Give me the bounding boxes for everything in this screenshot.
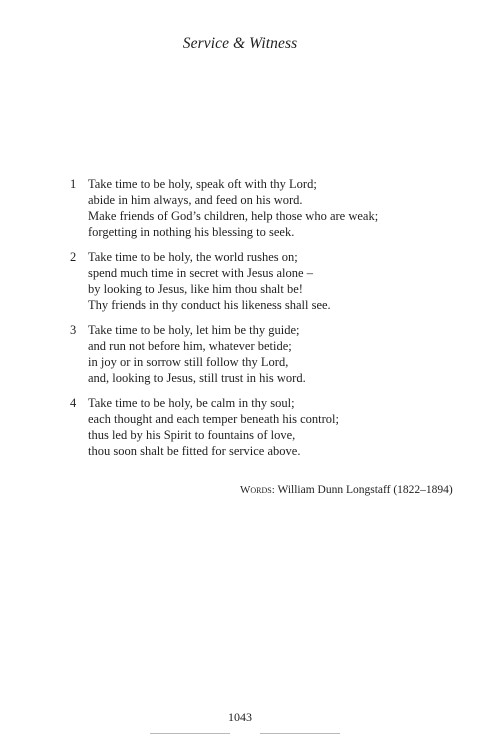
verse-4	[70, 395, 390, 459]
verse-number: 4	[70, 396, 77, 410]
hymn-verses	[70, 176, 390, 468]
attribution-author: William Dunn Longstaff (1822–1894)	[277, 484, 453, 496]
verse-line: thus led by his Spirit to fountains of love,	[88, 428, 296, 442]
verse-line: and run not before him, whatever betide;	[88, 339, 292, 353]
verse-number: 3	[70, 323, 77, 337]
page-number: 1043	[228, 710, 252, 724]
footer-rule-right	[260, 733, 340, 734]
verse-line: each thought and each temper beneath his control;	[88, 412, 339, 426]
footer-rule-left	[150, 733, 230, 734]
verse-line: abide in him always, and feed on his word.	[88, 193, 303, 207]
words-attribution	[240, 484, 453, 496]
verse-line: Make friends of God’s children, help those who are weak;	[88, 209, 379, 223]
verse-line: Take time to be holy, be calm in thy soul;	[88, 396, 295, 410]
verse-2	[70, 249, 390, 313]
verse-line: Take time to be holy, let him be thy guide;	[88, 323, 300, 337]
verse-line: by looking to Jesus, like him thou shalt be!	[88, 282, 303, 296]
section-title: Service & Witness	[182, 35, 298, 52]
verse-line: forgetting in nothing his blessing to seek.	[88, 225, 295, 239]
verse-line: Thy friends in thy conduct his likeness shall see.	[88, 298, 331, 312]
verse-line: in joy or in sorrow still follow thy Lord,	[88, 355, 289, 369]
verse-line: Take time to be holy, speak oft with thy Lord;	[88, 177, 317, 191]
verse-line: and, looking to Jesus, still trust in his word.	[88, 371, 306, 385]
verse-number: 2	[70, 250, 77, 264]
verse-line: thou soon shalt be fitted for service above.	[88, 444, 301, 458]
attribution-label: Words:	[240, 484, 275, 496]
verse-line: Take time to be holy, the world rushes on;	[88, 250, 298, 264]
verse-line: spend much time in secret with Jesus alone –	[88, 266, 313, 280]
verse-1	[70, 176, 390, 240]
verse-3	[70, 322, 390, 386]
verse-number: 1	[70, 177, 77, 191]
